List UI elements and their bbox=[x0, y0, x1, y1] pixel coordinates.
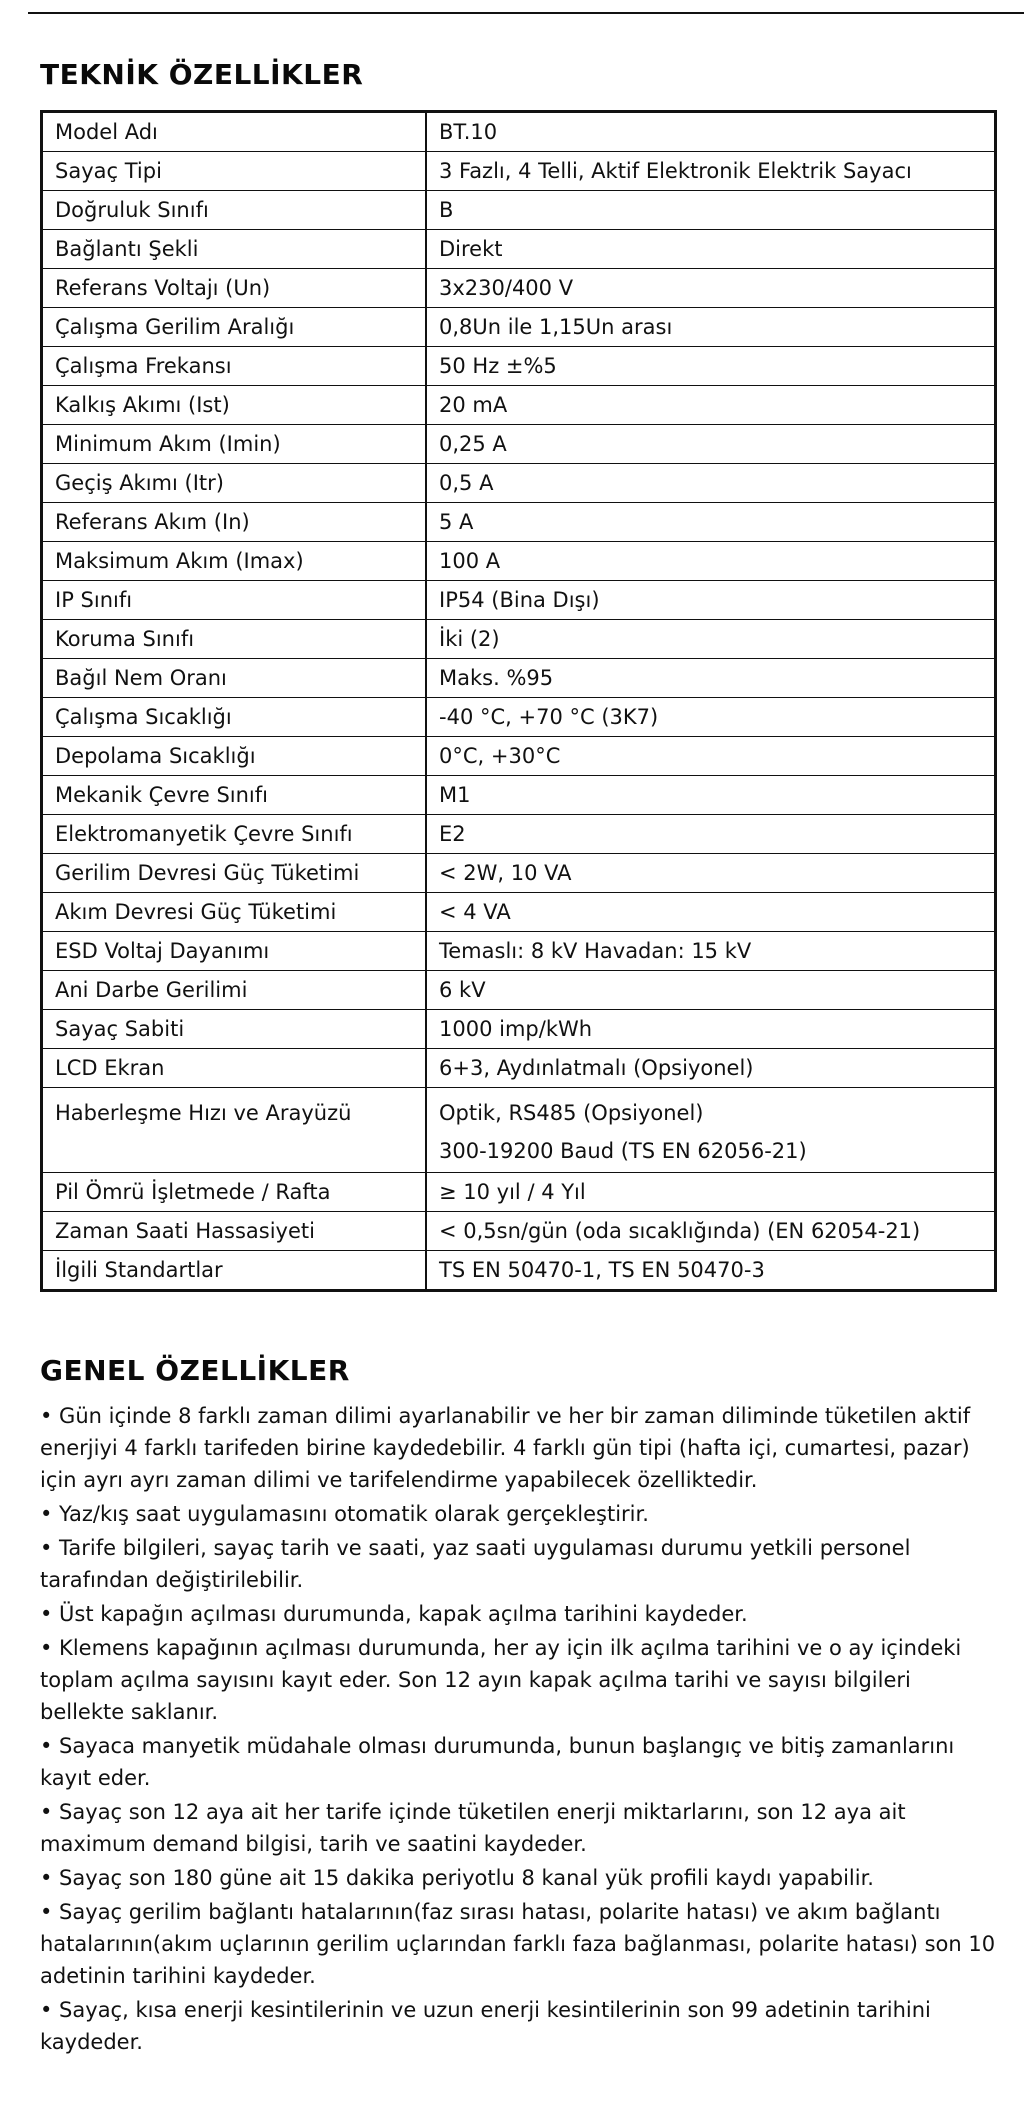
spec-label: Mekanik Çevre Sınıfı bbox=[42, 776, 427, 815]
feature-item: • Tarife bilgileri, sayaç tarih ve saati, yaz saati uygulaması durumu yetkili personel tarafından değiştirilebilir. bbox=[40, 1536, 911, 1592]
spec-row bbox=[42, 1049, 996, 1088]
spec-label: Bağlantı Şekli bbox=[42, 230, 427, 269]
spec-value: B bbox=[426, 191, 996, 230]
spec-row bbox=[42, 659, 996, 698]
spec-row bbox=[42, 425, 996, 464]
spec-row bbox=[42, 971, 996, 1010]
spec-label: Maksimum Akım (Imax) bbox=[42, 542, 427, 581]
spec-label: Bağıl Nem Oranı bbox=[42, 659, 427, 698]
spec-value: 3x230/400 V bbox=[426, 269, 996, 308]
spec-label: Sayaç Tipi bbox=[42, 152, 427, 191]
spec-row bbox=[42, 112, 996, 152]
spec-row bbox=[42, 815, 996, 854]
spec-value: 3 Fazlı, 4 Telli, Aktif Elektronik Elektrik Sayacı bbox=[426, 152, 996, 191]
spec-label: IP Sınıfı bbox=[42, 581, 427, 620]
spec-row bbox=[42, 932, 996, 971]
technical-specs-title: TEKNİK ÖZELLİKLER bbox=[40, 58, 364, 91]
spec-row bbox=[42, 464, 996, 503]
spec-label: İlgili Standartlar bbox=[42, 1251, 427, 1291]
spec-label: Çalışma Sıcaklığı bbox=[42, 698, 427, 737]
feature-item: • Üst kapağın açılması durumunda, kapak açılma tarihini kaydeder. bbox=[40, 1602, 748, 1626]
spec-value: 0°C, +30°C bbox=[426, 737, 996, 776]
spec-row bbox=[42, 698, 996, 737]
spec-label: Minimum Akım (Imin) bbox=[42, 425, 427, 464]
spec-label: LCD Ekran bbox=[42, 1049, 427, 1088]
spec-value: 0,25 A bbox=[426, 425, 996, 464]
spec-value: Direkt bbox=[426, 230, 996, 269]
spec-value: 100 A bbox=[426, 542, 996, 581]
spec-label: Zaman Saati Hassasiyeti bbox=[42, 1212, 427, 1251]
spec-value: 5 A bbox=[426, 503, 996, 542]
spec-value: < 0,5sn/gün (oda sıcaklığında) (EN 62054-21) bbox=[426, 1212, 996, 1251]
feature-item: • Gün içinde 8 farklı zaman dilimi ayarlanabilir ve her bir zaman diliminde tüketilen aktif enerjiyi 4 farklı tarifeden birine kaydedebilir. 4 farklı gün tipi (hafta içi, cumartesi, pazar) için ayrı ayrı zaman dilimi ve tarifelendirme yapabilecek özelliktedir. bbox=[40, 1404, 971, 1492]
feature-item: • Sayaç, kısa enerji kesintilerinin ve uzun enerji kesintilerinin son 99 adetinin tarihini kaydeder. bbox=[40, 1998, 931, 2054]
spec-row bbox=[42, 542, 996, 581]
spec-value: 6 kV bbox=[426, 971, 996, 1010]
spec-row bbox=[42, 386, 996, 425]
spec-row bbox=[42, 893, 996, 932]
spec-value: 20 mA bbox=[426, 386, 996, 425]
spec-value: < 2W, 10 VA bbox=[426, 854, 996, 893]
spec-value: 1000 imp/kWh bbox=[426, 1010, 996, 1049]
technical-specs-table bbox=[40, 110, 997, 1292]
spec-label: Referans Akım (In) bbox=[42, 503, 427, 542]
feature-item: • Sayaca manyetik müdahale olması durumunda, bunun başlangıç ve bitiş zamanlarını kayıt eder. bbox=[40, 1734, 955, 1790]
spec-row bbox=[42, 620, 996, 659]
spec-value: Temaslı: 8 kV Havadan: 15 kV bbox=[426, 932, 996, 971]
spec-row bbox=[42, 347, 996, 386]
spec-value: IP54 (Bina Dışı) bbox=[426, 581, 996, 620]
general-features-list bbox=[40, 1400, 1000, 2060]
spec-label: Haberleşme Hızı ve Arayüzü bbox=[42, 1088, 427, 1173]
spec-label: Ani Darbe Gerilimi bbox=[42, 971, 427, 1010]
spec-row bbox=[42, 1251, 996, 1291]
spec-row bbox=[42, 269, 996, 308]
spec-label: Gerilim Devresi Güç Tüketimi bbox=[42, 854, 427, 893]
spec-label: Koruma Sınıfı bbox=[42, 620, 427, 659]
spec-value: TS EN 50470-1, TS EN 50470-3 bbox=[426, 1251, 996, 1291]
spec-value: İki (2) bbox=[426, 620, 996, 659]
spec-label: Referans Voltajı (Un) bbox=[42, 269, 427, 308]
general-features-title: GENEL ÖZELLİKLER bbox=[40, 1354, 350, 1387]
feature-item: • Yaz/kış saat uygulamasını otomatik olarak gerçekleştirir. bbox=[40, 1502, 649, 1526]
feature-item: • Sayaç son 180 güne ait 15 dakika periyotlu 8 kanal yük profili kaydı yapabilir. bbox=[40, 1866, 874, 1890]
spec-value bbox=[426, 1088, 996, 1173]
spec-value: 50 Hz ±%5 bbox=[426, 347, 996, 386]
spec-row bbox=[42, 152, 996, 191]
spec-row bbox=[42, 776, 996, 815]
spec-value: 0,8Un ile 1,15Un arası bbox=[426, 308, 996, 347]
spec-value: 6+3, Aydınlatmalı (Opsiyonel) bbox=[426, 1049, 996, 1088]
spec-row bbox=[42, 1212, 996, 1251]
spec-row bbox=[42, 503, 996, 542]
feature-item: • Sayaç son 12 aya ait her tarife içinde tüketilen enerji miktarlarını, son 12 aya ait maximum demand bilgisi, tarih ve saatini kaydeder. bbox=[40, 1800, 906, 1856]
spec-label: Elektromanyetik Çevre Sınıfı bbox=[42, 815, 427, 854]
spec-value: 0,5 A bbox=[426, 464, 996, 503]
spec-label: Doğruluk Sınıfı bbox=[42, 191, 427, 230]
spec-label: ESD Voltaj Dayanımı bbox=[42, 932, 427, 971]
spec-row bbox=[42, 1088, 996, 1173]
spec-row bbox=[42, 1010, 996, 1049]
spec-value: BT.10 bbox=[426, 112, 996, 152]
spec-label: Depolama Sıcaklığı bbox=[42, 737, 427, 776]
spec-label: Model Adı bbox=[42, 112, 427, 152]
spec-value: M1 bbox=[426, 776, 996, 815]
spec-label: Çalışma Gerilim Aralığı bbox=[42, 308, 427, 347]
spec-value: ≥ 10 yıl / 4 Yıl bbox=[426, 1173, 996, 1212]
spec-value: < 4 VA bbox=[426, 893, 996, 932]
spec-row bbox=[42, 191, 996, 230]
spec-value: -40 °C, +70 °C (3K7) bbox=[426, 698, 996, 737]
spec-row bbox=[42, 1173, 996, 1212]
spec-row bbox=[42, 230, 996, 269]
feature-item: • Sayaç gerilim bağlantı hatalarının(faz sırası hatası, polarite hatası) ve akım bağlantı hatalarının(akım uçlarının gerilim uçlarından farklı faza bağlanması, polarite hatası) son 10 adetinin tarihini kaydeder. bbox=[40, 1900, 996, 1988]
spec-label: Pil Ömrü İşletmede / Rafta bbox=[42, 1173, 427, 1212]
spec-label: Geçiş Akımı (Itr) bbox=[42, 464, 427, 503]
spec-value-line: Optik, RS485 (Opsiyonel) bbox=[439, 1101, 704, 1125]
spec-value: Maks. %95 bbox=[426, 659, 996, 698]
spec-label: Sayaç Sabiti bbox=[42, 1010, 427, 1049]
spec-row bbox=[42, 854, 996, 893]
spec-row bbox=[42, 308, 996, 347]
spec-value: E2 bbox=[426, 815, 996, 854]
spec-row bbox=[42, 581, 996, 620]
spec-label: Kalkış Akımı (Ist) bbox=[42, 386, 427, 425]
spec-value-line: 300-19200 Baud (TS EN 62056-21) bbox=[439, 1139, 807, 1163]
feature-item: • Klemens kapağının açılması durumunda, her ay için ilk açılma tarihini ve o ay içindeki toplam açılma sayısını kayıt eder. Son 12 ayın kapak açılma tarihi ve sayısı bilgileri bellekte saklanır. bbox=[40, 1636, 962, 1724]
spec-row bbox=[42, 737, 996, 776]
top-divider bbox=[28, 12, 1024, 14]
spec-label: Çalışma Frekansı bbox=[42, 347, 427, 386]
spec-label: Akım Devresi Güç Tüketimi bbox=[42, 893, 427, 932]
